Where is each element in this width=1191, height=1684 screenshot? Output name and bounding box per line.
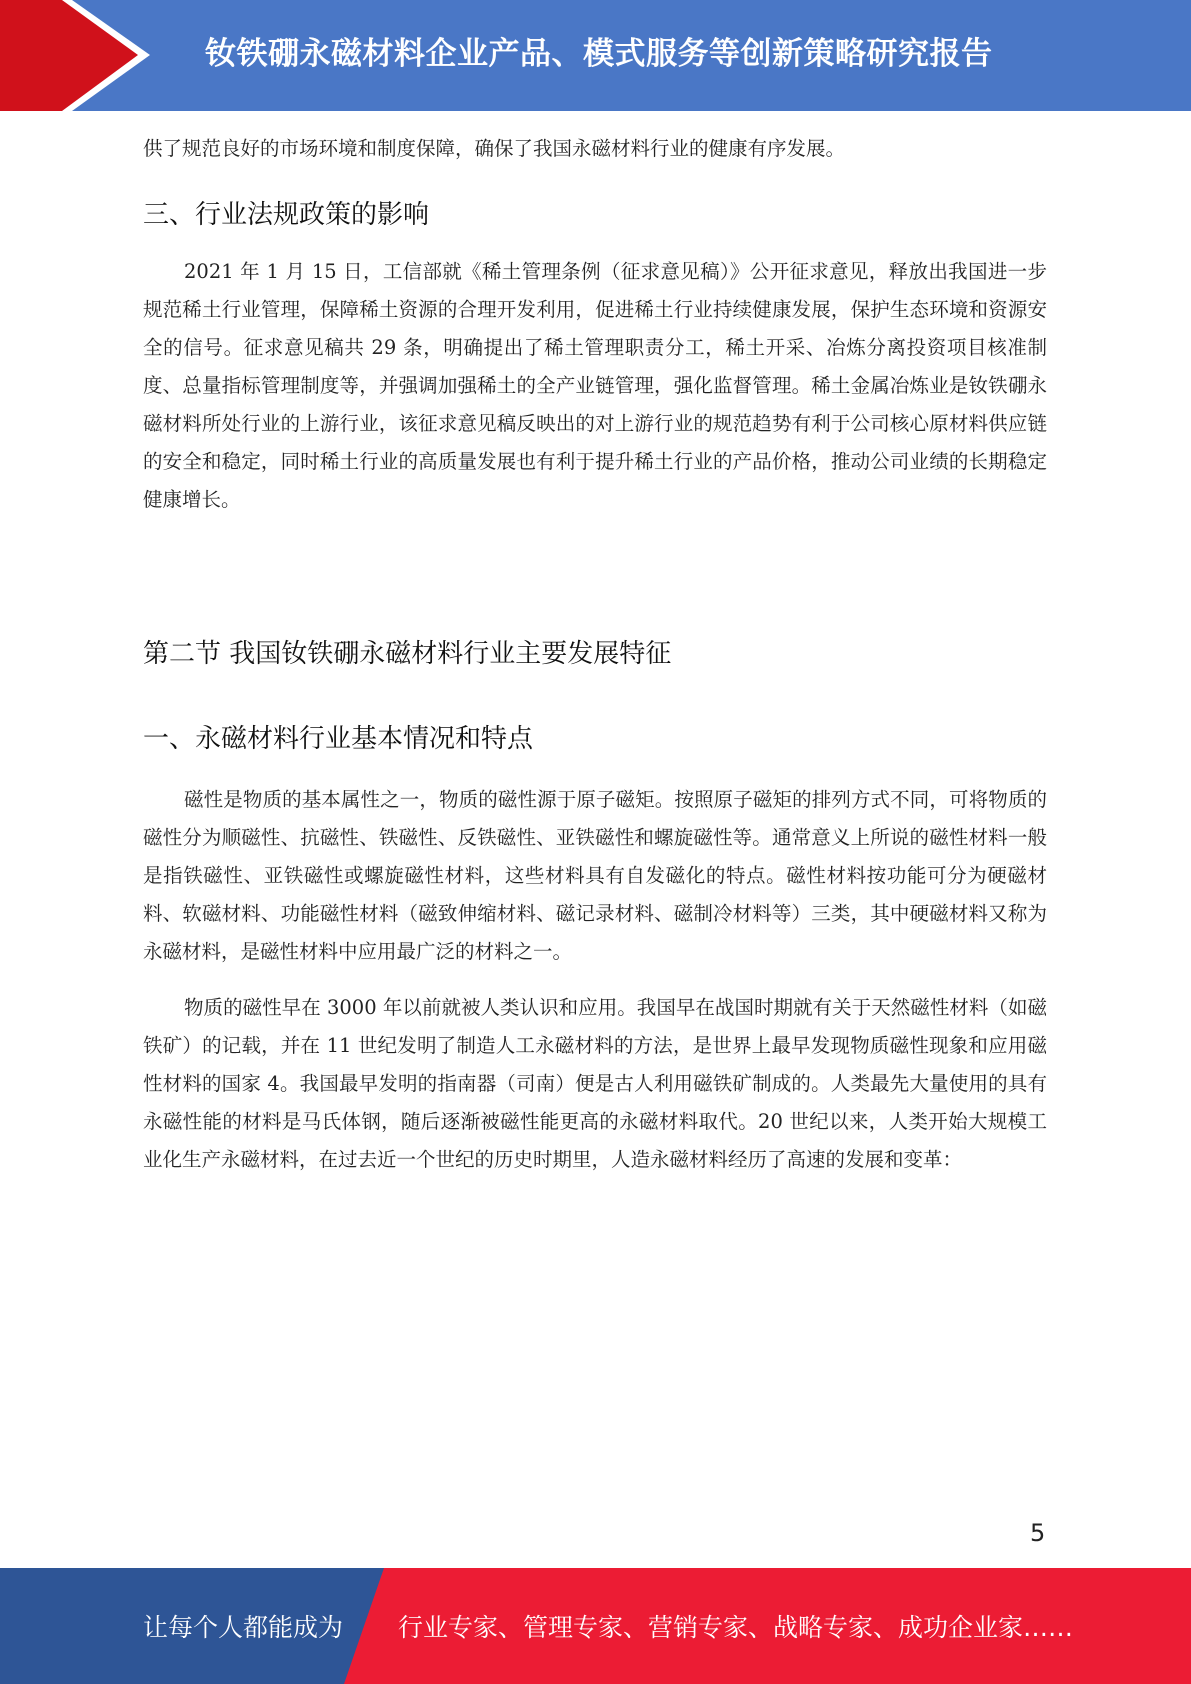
footer-slogan-left: 让每个人都能成为 xyxy=(143,1613,344,1642)
section-1-paragraph-1: 磁性是物质的基本属性之一，物质的磁性源于原子磁矩。按照原子磁矩的排列方式不同，可将物质的磁性分为顺磁性、抗磁性、铁磁性、反铁磁性、亚铁磁性和螺旋磁性等。通常意义上所说的磁性材料一般是指铁磁性、亚铁磁性或螺旋磁性材料，这些材料具有自发磁化的特点。磁性材料按功能可分为硬磁材料、软磁材料、功能磁性材料（磁致伸缩材料、磁记录材料、磁制冷材料等）三类，其中硬磁材料又称为永磁材料，是磁性材料中应用最广泛的材料之一。 xyxy=(143,788,1047,963)
chapter-heading: 第二节 我国钕铁硼永磁材料行业主要发展特征 xyxy=(143,639,672,669)
footer-slogan-right: 行业专家、管理专家、营销专家、战略专家、成功企业家…… xyxy=(398,1613,1074,1642)
report-title: 钕铁硼永磁材料企业产品、模式服务等创新策略研究报告 xyxy=(205,36,993,72)
section-1-paragraph-2: 物质的磁性早在 3000 年以前就被人类认识和应用。我国早在战国时期就有关于天然磁性材料（如磁铁矿）的记载，并在 11 世纪发明了制造人工永磁材料的方法，是世界上最早发现物质磁性现象和应用磁性材料的国家 4。我国最早发明的指南器（司南）便是古人利用磁铁矿制成的。人类最先大量使用的具有永磁性能的材料是马氏体钢，随后逐渐被磁性能更高的永磁材料取代。20 世纪以来，人类开始大规模工业化生产永磁材料，在过去近一个世纪的历史时期里，人造永磁材料经历了高速的发展和变革： xyxy=(143,996,1047,1171)
page-header xyxy=(0,0,1191,111)
intro-line: 供了规范良好的市场环境和制度保障，确保了我国永磁材料行业的健康有序发展。 xyxy=(143,137,846,160)
section-3-paragraph: 2021 年 1 月 15 日，工信部就《稀土管理条例（征求意见稿）》公开征求意见，释放出我国进一步规范稀土行业管理，保障稀土资源的合理开发利用，促进稀土行业持续健康发展，保护生态环境和资源安全的信号。征求意见稿共 29 条，明确提出了稀土管理职责分工，稀土开采、冶炼分离投资项目核准制度、总量指标管理制度等，并强调加强稀土的全产业链管理，强化监督管理。稀土金属冶炼业是钕铁硼永磁材料所处行业的上游行业，该征求意见稿反映出的对上游行业的规范趋势有利于公司核心原材料供应链的安全和稳定，同时稀土行业的高质量发展也有利于提升稀土行业的产品价格，推动公司业绩的长期稳定健康增长。 xyxy=(143,260,1047,511)
section-3-heading: 三、行业法规政策的影响 xyxy=(143,200,430,230)
page-footer xyxy=(0,1568,1191,1684)
page-number: 5 xyxy=(1030,1519,1046,1547)
page-content xyxy=(143,130,1047,1179)
header-chevron-graphic xyxy=(0,0,160,111)
section-1-heading: 一、永磁材料行业基本情况和特点 xyxy=(143,724,534,754)
